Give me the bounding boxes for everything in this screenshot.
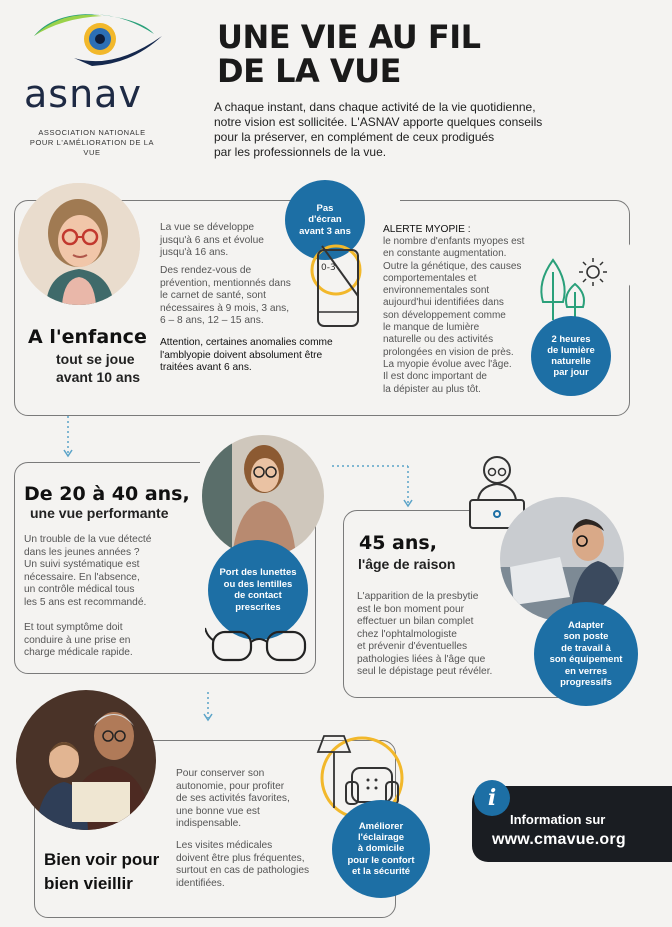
intro-line: A chaque instant, dans chaque activité de la vie quotidienne, bbox=[214, 100, 536, 114]
phone-icon bbox=[298, 240, 368, 330]
bubble-line: l'éclairage bbox=[357, 832, 405, 844]
text-line: Pour conserver son bbox=[176, 768, 265, 779]
enfance-subheading bbox=[56, 350, 140, 386]
bubble-lumiere bbox=[531, 316, 611, 396]
text-line: seul le dépistage peut révéler. bbox=[357, 666, 493, 677]
enfance-text-rdv bbox=[160, 265, 320, 328]
senior-heading-line: bien vieillir bbox=[44, 874, 133, 893]
text-line: le manque de lumière bbox=[383, 322, 480, 334]
senior-heading bbox=[44, 848, 159, 896]
glasses-icon bbox=[205, 620, 315, 666]
intro-line: pour la préserver, en complément de ceux prodigués bbox=[214, 130, 495, 144]
grandfather-child-photo bbox=[16, 690, 156, 830]
eye-logo-icon bbox=[22, 6, 172, 76]
bubble-line: ou des lentilles bbox=[223, 578, 293, 590]
page-title bbox=[217, 20, 481, 88]
page-title-line1: UNE VIE AU FIL bbox=[217, 18, 481, 56]
text-line: La myopie évolue avec l'âge. bbox=[383, 358, 512, 370]
bubble-line: 2 heures bbox=[551, 334, 591, 345]
bubble-line: Port des lunettes bbox=[219, 567, 297, 578]
logo bbox=[22, 6, 172, 157]
text-line: aujourd'hui identifiées dans bbox=[383, 297, 504, 309]
text-line: une bonne vue est bbox=[176, 805, 260, 817]
adulte-text-symptome bbox=[24, 622, 194, 660]
intro-text bbox=[214, 100, 614, 160]
info-icon: i bbox=[474, 780, 510, 816]
text-line: autonomie, pour profiter bbox=[176, 780, 285, 792]
bubble-poste bbox=[534, 602, 638, 706]
logo-subtitle bbox=[22, 128, 162, 158]
text-line: conduire à une prise en bbox=[24, 634, 131, 646]
info-label: Information sur bbox=[510, 812, 606, 827]
quarante-heading: 45 ans, bbox=[359, 532, 437, 554]
enfance-subtitle-line: tout se joue bbox=[56, 351, 135, 367]
text-line: Les visites médicales bbox=[176, 840, 273, 851]
text-line: en constante augmentation. bbox=[383, 248, 507, 260]
text-line: traitées avant 6 ans. bbox=[160, 362, 252, 373]
text-line: le carnet de santé, sont bbox=[160, 290, 266, 301]
text-line: Il est donc important de bbox=[383, 371, 487, 383]
bubble-line: de lumière bbox=[547, 345, 595, 356]
text-line: indispensable. bbox=[176, 818, 242, 829]
bubble-line: prescrites bbox=[235, 601, 281, 613]
text-line: son développement comme bbox=[383, 309, 506, 321]
phone-age-label: 0-3 bbox=[321, 263, 336, 273]
bubble-line: Améliorer bbox=[358, 820, 404, 832]
quarante-subheading: l'âge de raison bbox=[358, 556, 456, 572]
text-line: Attention, certaines anomalies comme bbox=[160, 337, 333, 348]
bubble-line: Pas bbox=[316, 202, 334, 214]
text-line: et prévenir d'éventuelles bbox=[357, 641, 468, 652]
myopie-text bbox=[383, 236, 553, 396]
adulte-subheading: une vue performante bbox=[30, 505, 169, 521]
text-line: 6 – 8 ans, 12 – 15 ans. bbox=[160, 315, 264, 326]
connector-arrow bbox=[330, 462, 420, 512]
logo-name: asnav bbox=[24, 72, 142, 116]
text-line: Un suivi systématique est bbox=[24, 559, 140, 570]
text-line: comportementales et bbox=[383, 272, 477, 284]
text-line: Outre la génétique, des causes bbox=[383, 260, 522, 272]
text-line: l'amblyopie doivent absolument être bbox=[160, 349, 323, 361]
text-line: dans les jeunes années ? bbox=[24, 546, 140, 558]
enfance-heading bbox=[28, 326, 147, 348]
text-line: Un trouble de la vue détecté bbox=[24, 534, 152, 545]
bubble-line: en verres bbox=[564, 665, 608, 677]
bubble-line: de contact bbox=[234, 590, 282, 601]
text-line: Et tout symptôme doit bbox=[24, 622, 123, 633]
connector-arrow bbox=[200, 690, 220, 724]
bubble-line: son poste bbox=[563, 631, 609, 642]
text-line: jusqu'à 16 ans. bbox=[160, 247, 229, 258]
text-line: prévention, mentionnés dans bbox=[160, 277, 291, 289]
child-photo bbox=[18, 183, 140, 305]
bubble-line: à domicile bbox=[357, 843, 405, 855]
text-line: prolongées en vision de près. bbox=[383, 346, 514, 358]
adulte-text-trouble bbox=[24, 534, 194, 609]
bubble-line: et la sécurité bbox=[351, 865, 411, 877]
intro-line: notre vision est sollicitée. L'ASNAV apporte quelques conseils bbox=[214, 115, 543, 129]
text-line: L'apparition de la presbytie bbox=[357, 591, 479, 602]
text-line: est le bon moment pour bbox=[357, 603, 465, 615]
myopie-title: ALERTE MYOPIE : bbox=[383, 224, 471, 235]
text-line: jusqu'à 6 ans et évolue bbox=[160, 234, 264, 246]
bubble-line: de travail à bbox=[561, 642, 611, 654]
connector-arrow bbox=[60, 414, 80, 460]
text-line: le nombre d'enfants myopes est bbox=[383, 236, 525, 247]
logo-subtitle-line1: ASSOCIATION NATIONALE bbox=[38, 128, 146, 137]
text-line: doivent être plus fréquentes, bbox=[176, 852, 305, 864]
text-line: de ses activités favorites, bbox=[176, 793, 290, 804]
bubble-line: Adapter bbox=[568, 619, 604, 631]
text-line: naturelle ou des activités bbox=[383, 334, 494, 346]
text-line: un contrôle médical tous bbox=[24, 584, 135, 595]
text-line: nécessaires à 9 mois, 3 ans, bbox=[160, 302, 290, 314]
bubble-line: pour le confort bbox=[347, 854, 415, 866]
text-line: Des rendez-vous de bbox=[160, 265, 252, 276]
text-line: les 5 ans est recommandé. bbox=[24, 596, 147, 608]
nature-sun-icon bbox=[535, 252, 645, 322]
quarante-text bbox=[357, 591, 532, 679]
text-line: pathologies liées à l'âge que bbox=[357, 653, 486, 665]
text-line: La vue se développe bbox=[160, 222, 255, 233]
text-line: effectuer un bilan complet bbox=[357, 616, 474, 627]
bubble-line: d'écran bbox=[308, 214, 342, 226]
text-line: nécessaire. En l'absence, bbox=[24, 571, 140, 583]
intro-line: par les professionnels de la vue. bbox=[214, 145, 387, 159]
text-line: surtout en cas de pathologies bbox=[176, 865, 310, 876]
enfance-subtitle-line: avant 10 ans bbox=[56, 369, 141, 385]
bubble-line: par jour bbox=[553, 367, 589, 378]
woman-photo bbox=[202, 435, 324, 557]
enfance-title: A l'enfance bbox=[28, 326, 147, 348]
bubble-line: avant 3 ans bbox=[299, 225, 351, 237]
text-line: la dépister au plus tôt. bbox=[383, 383, 481, 395]
bubble-line: son équipement bbox=[549, 654, 623, 665]
senior-text-visites bbox=[176, 840, 356, 890]
page-title-line2: DE LA VUE bbox=[217, 52, 401, 90]
enfance-text-attention bbox=[160, 337, 360, 375]
adulte-heading: De 20 à 40 ans, bbox=[24, 483, 190, 505]
bubble-eclairage bbox=[332, 800, 430, 898]
logo-subtitle-line2: POUR L'AMÉLIORATION DE LA VUE bbox=[29, 138, 155, 157]
info-url-link[interactable]: www.cmavue.org bbox=[492, 831, 626, 848]
bubble-line: progressifs bbox=[560, 677, 612, 688]
text-line: environnementales sont bbox=[383, 285, 490, 297]
text-line: charge médicale rapide. bbox=[24, 647, 133, 658]
text-line: identifiées. bbox=[176, 877, 225, 889]
bubble-line: naturelle bbox=[551, 356, 591, 367]
text-line: chez l'ophtalmologiste bbox=[357, 628, 457, 640]
senior-heading-line: Bien voir pour bbox=[44, 850, 160, 869]
